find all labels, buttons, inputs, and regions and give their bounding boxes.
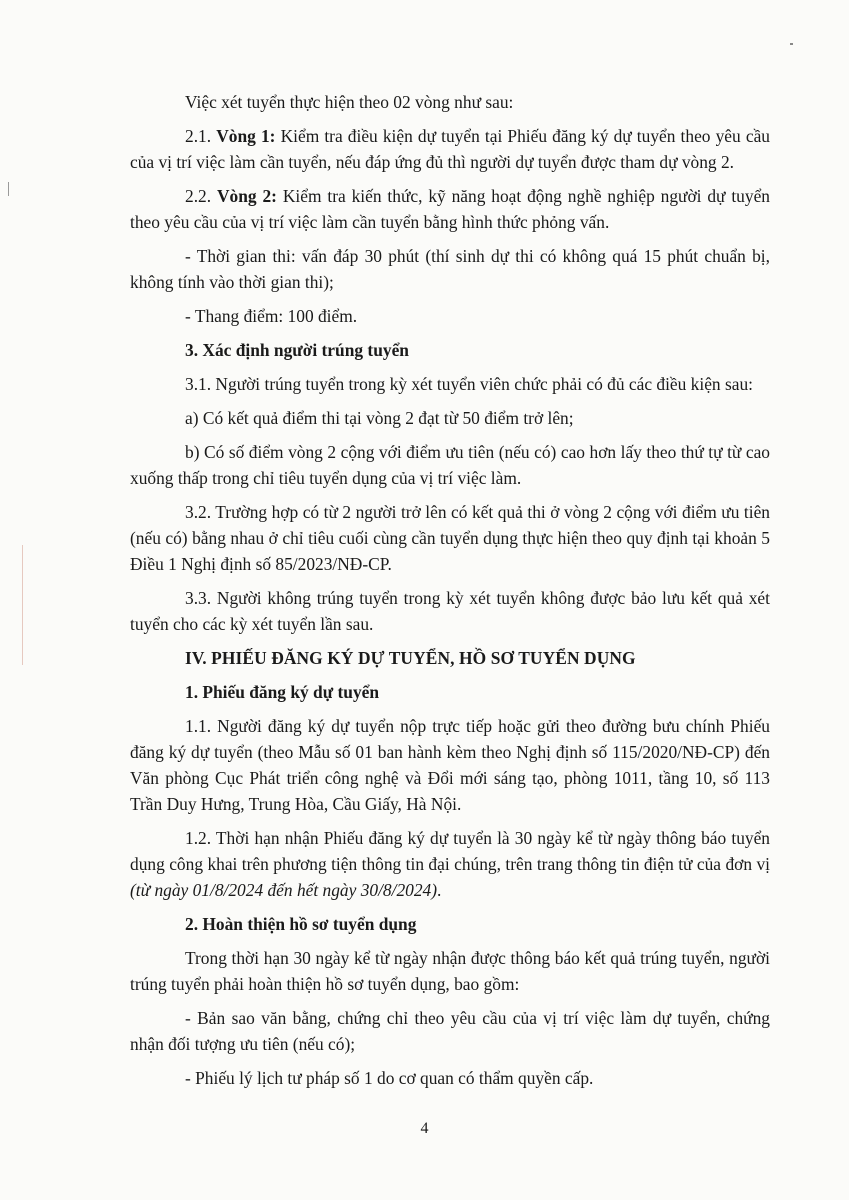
date-range: (từ ngày 01/8/2024 đến hết ngày 30/8/2024) [130, 880, 438, 900]
part-iv-2-item-a: - Bản sao văn bằng, chứng chỉ theo yêu cầu của vị trí việc làm dự tuyển, chứng nhận đối tượng ưu tiên (nếu có); [130, 1008, 770, 1054]
part-iv-2-item-b: - Phiếu lý lịch tư pháp số 1 do cơ quan có thẩm quyền cấp. [185, 1068, 594, 1088]
round-2-paragraph: 2.2. Vòng 2: Kiểm tra kiến thức, kỹ năng hoạt động nghề nghiệp người dự tuyển theo yêu cầu của vị trí việc làm cần tuyển bằng hình thức phỏng vấn. [130, 186, 770, 232]
part-iv-1-1: 1.1. Người đăng ký dự tuyển nộp trực tiếp hoặc gửi theo đường bưu chính Phiếu đăng ký dự tuyển (theo Mẫu số 01 ban hành kèm theo Nghị định số 115/2020/NĐ-CP) đến Văn phòng Cục Phát triển công nghệ và Đổi mới sáng tạo, phòng 1011, tầng 10, số 113 Trần Duy Hưng, Trung Hòa, Cầu Giấy, Hà Nội. [130, 716, 770, 814]
part-iv-1-2: 1.2. Thời hạn nhận Phiếu đăng ký dự tuyển là 30 ngày kể từ ngày thông báo tuyển dụng công khai trên phương tiện thông tin đại chúng, trên trang thông tin điện tử của đơn vị (từ ngày 01/8/2024 đến hết ngày 30/8/2024). [130, 828, 770, 900]
part-iv-2-intro: Trong thời hạn 30 ngày kể từ ngày nhận được thông báo kết quả trúng tuyển, người trúng tuyển phải hoàn thiện hồ sơ tuyển dụng, bao gồm: [130, 948, 770, 994]
round-2-label: Vòng 2: [216, 186, 277, 206]
grading-scale: - Thang điểm: 100 điểm. [185, 306, 358, 326]
section-3-1-a: a) Có kết quả điểm thi tại vòng 2 đạt từ 50 điểm trở lên; [185, 408, 574, 428]
section-3-3: 3.3. Người không trúng tuyển trong kỳ xét tuyển không được bảo lưu kết quả xét tuyển cho các kỳ xét tuyển lần sau. [130, 588, 770, 634]
binding-mark [0, 545, 23, 665]
round-1-paragraph: 2.1. Vòng 1: Kiểm tra điều kiện dự tuyển tại Phiếu đăng ký dự tuyển theo yêu cầu của vị trí việc làm cần tuyển, nếu đáp ứng đủ thì người dự tuyển được tham dự vòng 2. [130, 126, 770, 172]
part-iv-heading: IV. PHIẾU ĐĂNG KÝ DỰ TUYỂN, HỒ SƠ TUYỂN DỤNG [185, 648, 636, 668]
document-body [130, 89, 770, 1099]
section-3-2: 3.2. Trường hợp có từ 2 người trở lên có kết quả thi ở vòng 2 cộng với điểm ưu tiên (nếu có) bằng nhau ở chỉ tiêu cuối cùng cần tuyển dụng thực hiện theo quy định tại khoản 5 Điều 1 Nghị định số 85/2023/NĐ-CP. [130, 502, 770, 574]
section-3-1-b: b) Có số điểm vòng 2 cộng với điểm ưu tiên (nếu có) cao hơn lấy theo thứ tự từ cao xuống thấp trong chỉ tiêu tuyển dụng của vị trí việc làm. [130, 442, 770, 488]
section-3-1: 3.1. Người trúng tuyển trong kỳ xét tuyển viên chức phải có đủ các điều kiện sau: [185, 374, 753, 394]
section-3-heading: 3. Xác định người trúng tuyển [185, 340, 409, 360]
intro-paragraph: Việc xét tuyển thực hiện theo 02 vòng như sau: [185, 92, 514, 112]
part-iv-1-heading: 1. Phiếu đăng ký dự tuyển [185, 682, 380, 702]
part-iv-2-heading: 2. Hoàn thiện hồ sơ tuyển dụng [185, 914, 417, 934]
exam-time: - Thời gian thi: vấn đáp 30 phút (thí sinh dự thi có không quá 15 phút chuẩn bị, không tính vào thời gian thi); [130, 246, 770, 292]
round-1-label: Vòng 1: [216, 126, 276, 146]
page-number: 4 [420, 1120, 429, 1137]
scan-mark [790, 43, 793, 45]
scan-mark [8, 182, 9, 196]
